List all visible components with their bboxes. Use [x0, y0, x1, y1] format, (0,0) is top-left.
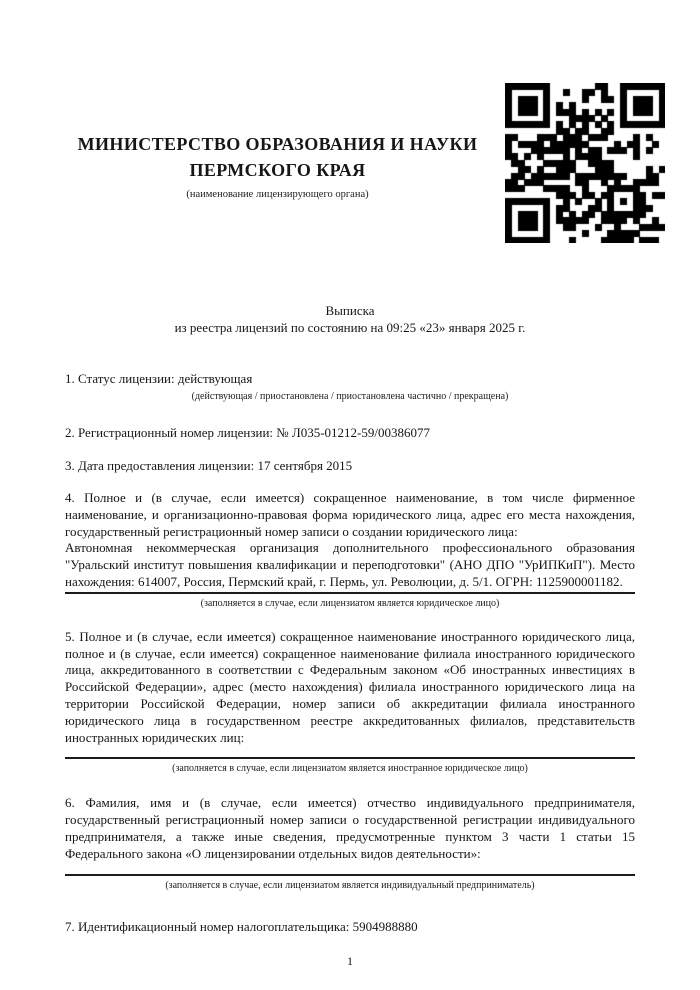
legal-entity-note: (заполняется в случае, если лицензиатом является юридическое лицо)	[200, 597, 500, 609]
individual-entrepreneur-item	[65, 795, 635, 891]
legal-entity-item	[65, 490, 635, 610]
document-title	[65, 0, 635, 336]
individual-entrepreneur-question: 6. Фамилия, имя и (в случае, если имеется) отчество индивидуального предпринимателя, государственный регистрационный номер записи о государственной регистрации индивидуального предпринимателя, а также иные сведения, предусмотренные пунктом 3 части 1 статьи 15 Федерального закона «О лицензировании отдельных видов деятельности»:	[65, 795, 635, 861]
foreign-entity-question: 5. Полное и (в случае, если имеется) сокращенное наименование иностранного юридического лица, полное и (в случае, если имеется) сокращенное наименование филиала иностранного юридического лица, аккредитованного в соответствии с Федеральным законом «Об иностранных инвестициях в Российской Федерации», адрес (место нахождения) филиала иностранного юридического лица на территории Российской Федерации, номер записи об аккредитации филиала иностранного юридического лица в государственном реестре аккредитованных филиалов, представительств иностранных юридических лиц:	[65, 628, 635, 745]
license-grant-date-item: 3. Дата предоставления лицензии: 17 сентября 2015	[65, 458, 353, 473]
ministry-caption: (наименование лицензирующего органа)	[186, 189, 369, 200]
taxpayer-id-item: 7. Идентификационный номер налогоплательщика: 5904988880	[65, 918, 418, 934]
legal-entity-question: 4. Полное и (в случае, если имеется) сокращенное наименование, в том числе фирменное наименование, и организационно-правовая форма юридического лица, адрес его места нахождения, государственный регистрационный номер записи о создании юридического лица:	[65, 490, 635, 539]
ministry-name-line1: МИНИСТЕРСТВО ОБРАЗОВАНИЯ И НАУКИ	[77, 134, 478, 154]
individual-entrepreneur-blank-line	[65, 863, 635, 876]
legal-entity-answer: Автономная некоммерческая организация дополнительного профессионального образования "Уральский институт повышения квалификации и переподготовки" (АНО ДПО "УрИПКиП"). Место нахождения: 614007, Россия, Пермский край, г. Пермь, ул. Революции, д. 5/1. ОГРН: 1125900001182.	[65, 540, 635, 593]
foreign-entity-item	[65, 629, 635, 776]
license-status-note: (действующая / приостановлена / приостановлена частично / прекращена)	[191, 391, 509, 402]
license-status-item: 1. Статус лицензии: действующая	[65, 371, 253, 386]
ministry-name-line2: ПЕРМСКОГО КРАЯ	[189, 160, 366, 180]
foreign-entity-blank-line	[65, 746, 635, 759]
registration-number-item: 2. Регистрационный номер лицензии: № Л035-01212-59/00386077	[65, 425, 431, 440]
document-title-line2: из реестра лицензий по состоянию на 09:25 «23» января 2025 г.	[174, 320, 526, 335]
document-body	[65, 0, 635, 969]
foreign-entity-note: (заполняется в случае, если лицензиатом является иностранное юридическое лицо)	[172, 763, 528, 775]
individual-entrepreneur-note: (заполняется в случае, если лицензиатом является индивидуальный предприниматель)	[165, 879, 535, 891]
document-title-line1: Выписка	[325, 303, 375, 318]
page-number: 1	[347, 953, 353, 968]
